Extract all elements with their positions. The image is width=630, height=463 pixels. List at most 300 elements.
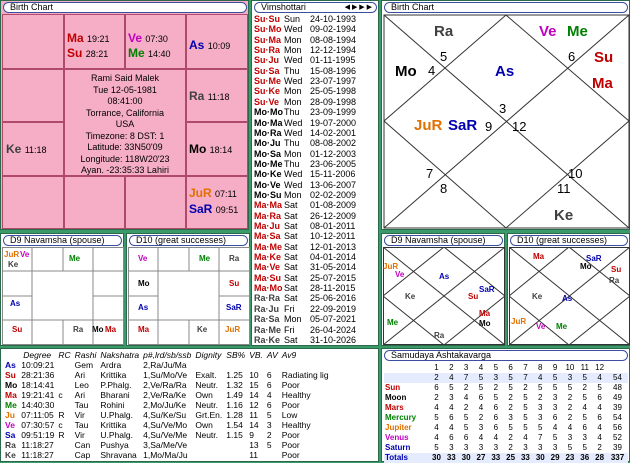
d10-panel bbox=[126, 233, 250, 346]
table-cell: Tau bbox=[74, 400, 89, 410]
table-cell: 18:14:41 bbox=[21, 380, 55, 390]
dasha-lords: Su·Ju bbox=[254, 55, 280, 66]
ashtak-cell: 3 bbox=[538, 443, 543, 452]
dasha-row[interactable] bbox=[254, 149, 372, 159]
table-cell: 13 bbox=[249, 440, 259, 450]
ashtak-cell: 3 bbox=[582, 433, 587, 442]
dasha-nav-arrows[interactable]: ◀ ▶ ▶ ▶ bbox=[344, 4, 372, 11]
table-cell bbox=[224, 450, 247, 460]
dasha-day: Sat bbox=[284, 200, 298, 211]
table-cell bbox=[56, 360, 72, 370]
house-number: 8 bbox=[440, 181, 448, 196]
north-mo: Mo bbox=[395, 63, 417, 80]
ashtak-cell: 2 bbox=[434, 373, 439, 382]
dasha-date: 10-12-2011 bbox=[310, 231, 356, 242]
table-cell: 10 bbox=[249, 370, 259, 380]
ashtak-cell: 4 bbox=[449, 423, 454, 432]
ashtak-cell: 4 bbox=[434, 403, 439, 412]
table-cell bbox=[247, 360, 265, 370]
table-cell: 11:18:27 bbox=[21, 440, 54, 450]
dasha-date: 13-06-2007 bbox=[310, 179, 357, 190]
house-cell[interactable] bbox=[2, 69, 64, 122]
dasha-row[interactable] bbox=[254, 86, 372, 96]
dasha-row[interactable] bbox=[254, 314, 372, 324]
table-cell bbox=[265, 360, 280, 370]
ashtak-cell: 23 bbox=[565, 453, 575, 462]
ashtak-cell: 5 bbox=[538, 423, 543, 432]
ashtak-cell: 4 bbox=[449, 403, 454, 412]
north-ve: Ve bbox=[539, 23, 557, 40]
dasha-row[interactable] bbox=[254, 221, 372, 231]
table-row[interactable] bbox=[3, 440, 331, 450]
table-cell bbox=[56, 370, 72, 380]
dasha-date: 04-01-2014 bbox=[310, 252, 357, 263]
d9n-su: Su bbox=[468, 292, 479, 301]
birth-details bbox=[65, 73, 185, 177]
dasha-row[interactable] bbox=[254, 252, 372, 262]
table-cell bbox=[193, 440, 224, 450]
vimshottari-title bbox=[254, 2, 377, 13]
dasha-lords: Ma·Ju bbox=[254, 221, 281, 231]
dasha-day: Fri bbox=[284, 303, 295, 314]
dasha-row[interactable] bbox=[254, 76, 372, 86]
ashtak-cell: 3 bbox=[567, 433, 573, 442]
d10n-su: Su bbox=[611, 265, 622, 274]
ashtak-cell: 30 bbox=[461, 453, 471, 462]
dasha-date: 23-06-2005 bbox=[310, 158, 357, 169]
table-cell: Pushya bbox=[100, 440, 129, 450]
ashtak-col-head: 11 bbox=[580, 363, 589, 372]
ashtak-cell: 4 bbox=[434, 433, 439, 442]
ashtak-cell: 3 bbox=[552, 403, 558, 412]
dasha-day: Wed bbox=[284, 55, 303, 66]
ashtak-body bbox=[384, 373, 628, 463]
table-cell: 9 bbox=[249, 430, 254, 440]
ashtak-cell: 5 bbox=[523, 393, 528, 402]
ashtak-cell: 5 bbox=[508, 423, 513, 432]
ashtak-cell: 2 bbox=[493, 383, 499, 392]
ashtak-col-head: 6 bbox=[508, 363, 513, 372]
planet-ra: Ra 11:18 bbox=[189, 89, 230, 103]
table-cell: 15 bbox=[249, 380, 259, 390]
table-cell: Low bbox=[281, 410, 298, 420]
dasha-date: 31-10-2026 bbox=[310, 334, 357, 345]
ashtak-cell: 39 bbox=[613, 403, 622, 412]
dasha-lords: Su·Ra bbox=[254, 45, 281, 56]
dasha-row[interactable] bbox=[254, 55, 372, 65]
ashtak-cell: 5 bbox=[597, 383, 602, 392]
d9-north-title: D9 Navamsha (spouse) bbox=[384, 235, 503, 246]
d10-me: Me bbox=[199, 254, 211, 263]
dasha-lords: Su·Me bbox=[254, 76, 281, 87]
ashtak-cell: 4 bbox=[463, 393, 469, 402]
ashtak-cell: 6 bbox=[449, 433, 454, 442]
dasha-row[interactable] bbox=[254, 190, 372, 200]
ashtak-cell: 4 bbox=[478, 433, 484, 442]
dasha-day: Sat bbox=[284, 231, 298, 242]
birth-date: Tue 12-05-1981 bbox=[93, 84, 157, 95]
ashtak-cell: 4 bbox=[582, 403, 587, 412]
dasha-day: Sat bbox=[284, 262, 298, 273]
d9-mo: Mo bbox=[92, 325, 104, 334]
table-cell: Leo bbox=[74, 380, 89, 390]
table-cell: Neutr. bbox=[195, 400, 219, 410]
ashtak-col-head: 3 bbox=[463, 363, 469, 372]
table-cell: Ari bbox=[74, 370, 86, 380]
dasha-lords: Ra·Ju bbox=[254, 303, 280, 314]
ashtak-cell: 5 bbox=[493, 393, 499, 402]
table-row[interactable] bbox=[3, 450, 331, 460]
d10-ma: Ma bbox=[138, 325, 150, 334]
dasha-day: Mon bbox=[284, 45, 302, 56]
ashtak-cell: 4 bbox=[567, 423, 573, 432]
ashtak-cell: 4 bbox=[552, 423, 558, 432]
dasha-lords: Su·Su bbox=[254, 14, 280, 24]
ashtak-col-head: 10 bbox=[565, 363, 575, 372]
table-cell: Healthy bbox=[281, 420, 311, 430]
north-ke: Ke bbox=[554, 207, 574, 224]
dasha-lords: Ma·Ra bbox=[254, 210, 282, 221]
table-row[interactable] bbox=[3, 410, 331, 420]
dasha-row[interactable] bbox=[254, 35, 372, 45]
table-cell: 5 bbox=[266, 440, 272, 450]
dasha-day: Sat bbox=[284, 293, 298, 304]
lagna-label bbox=[384, 373, 429, 383]
d10-north-panel bbox=[507, 233, 630, 346]
table-cell: 19:21:41 bbox=[21, 390, 55, 400]
dasha-lords: Mo·Ra bbox=[254, 127, 282, 138]
ashtak-row bbox=[384, 423, 628, 433]
dasha-lords: Su·Ve bbox=[254, 96, 280, 107]
d10n-as: As bbox=[562, 294, 573, 303]
dasha-date: 15-08-1996 bbox=[310, 65, 357, 76]
dasha-day: Mon bbox=[284, 189, 302, 200]
d10-ra: Ra bbox=[229, 254, 240, 263]
dasha-lords: Ma·Sa bbox=[254, 231, 281, 242]
d9n-mo: Mo bbox=[479, 319, 491, 328]
north-sar: SaR bbox=[448, 117, 478, 134]
ashtak-cell: 2 bbox=[508, 403, 513, 412]
dasha-row[interactable] bbox=[254, 325, 372, 335]
house-number: 10 bbox=[568, 166, 583, 181]
ashtak-cell: 54 bbox=[613, 413, 622, 422]
dasha-lords: Su·Mo bbox=[254, 24, 282, 35]
ashtak-cell: 2 bbox=[523, 383, 528, 392]
dasha-row[interactable] bbox=[254, 138, 372, 148]
dasha-row[interactable] bbox=[254, 169, 372, 179]
dasha-row[interactable] bbox=[254, 211, 372, 221]
birth-country: USA bbox=[115, 119, 135, 129]
col-degree: Degree bbox=[23, 350, 52, 360]
dasha-row[interactable] bbox=[254, 159, 372, 169]
dasha-date: 25-06-2016 bbox=[310, 293, 357, 304]
dasha-row[interactable] bbox=[254, 335, 372, 345]
ashtak-cell: 2 bbox=[508, 393, 513, 402]
d10-north-title: D10 (great successes) bbox=[510, 235, 628, 246]
ashtak-row bbox=[384, 373, 628, 383]
ashtak-cell: 27 bbox=[476, 453, 486, 462]
dasha-row[interactable] bbox=[254, 283, 372, 293]
d9-jur: JuR bbox=[4, 250, 20, 259]
table-cell: Can bbox=[74, 440, 91, 450]
dasha-row[interactable] bbox=[254, 200, 372, 210]
dasha-lords: Ma·Ma bbox=[254, 200, 283, 211]
ashtak-row-label: Jupiter bbox=[385, 423, 412, 432]
dasha-day: Wed bbox=[284, 127, 303, 138]
dasha-day: Wed bbox=[284, 179, 303, 190]
table-cell bbox=[56, 380, 72, 390]
dasha-row[interactable] bbox=[254, 293, 372, 303]
table-cell: 6 bbox=[266, 380, 272, 390]
planet-name: As bbox=[5, 360, 16, 370]
table-cell: 2 bbox=[266, 430, 272, 440]
table-cell: Poor bbox=[281, 400, 300, 410]
ashtak-cell: 6 bbox=[449, 413, 454, 422]
dasha-day: Thu bbox=[284, 158, 300, 169]
house-cell[interactable] bbox=[125, 176, 186, 229]
planet-mo: Mo 18:14 bbox=[189, 142, 233, 156]
table-header bbox=[3, 350, 331, 360]
dasha-date: 01-08-2009 bbox=[310, 200, 357, 211]
d10-title: D10 (great successes) bbox=[129, 235, 248, 246]
table-row[interactable] bbox=[3, 420, 331, 430]
table-cell bbox=[56, 400, 72, 410]
dasha-row[interactable] bbox=[254, 231, 372, 241]
ashtak-col-head: 1 bbox=[434, 363, 439, 372]
ashtak-cell: 3 bbox=[493, 443, 499, 452]
table-cell: R bbox=[58, 410, 65, 420]
table-cell: 1.28 bbox=[226, 410, 243, 420]
table-row[interactable] bbox=[3, 370, 331, 380]
table-cell: Krittika bbox=[100, 370, 127, 380]
dasha-date: 08-01-2011 bbox=[310, 221, 356, 231]
planet-ve: Ve 07:30 bbox=[128, 31, 168, 45]
north-su: Su bbox=[594, 49, 614, 66]
ashtak-col-head: 4 bbox=[478, 363, 484, 372]
ashtak-cell: 6 bbox=[597, 413, 602, 422]
dasha-lords: Ra·Ra bbox=[254, 293, 281, 304]
vimshottari-label: Vimshottari bbox=[261, 2, 306, 12]
table-cell: Krittika bbox=[100, 420, 127, 430]
table-cell: Cap bbox=[74, 450, 91, 460]
ashtak-cell: 7 bbox=[523, 373, 528, 382]
birth-chart-title: Birth Chart bbox=[3, 2, 247, 13]
ashtak-cell: 5 bbox=[478, 383, 484, 392]
ashtak-cell: 4 bbox=[523, 433, 528, 442]
birth-place: Torrance, California bbox=[85, 107, 165, 118]
ashtakavarga-panel bbox=[381, 348, 630, 462]
house-cell[interactable] bbox=[2, 14, 64, 69]
dasha-lords: Mo·Mo bbox=[254, 107, 283, 118]
house-cell[interactable] bbox=[64, 176, 125, 229]
d9n-jur: JuR bbox=[383, 262, 399, 271]
dasha-row[interactable] bbox=[254, 24, 372, 34]
table-cell: P.Phalg. bbox=[100, 380, 132, 390]
dasha-row[interactable] bbox=[254, 262, 372, 272]
table-cell: 1.16 bbox=[226, 400, 243, 410]
table-cell: Own bbox=[195, 420, 213, 430]
table-cell: 4,Su/Ve/Mo bbox=[143, 420, 188, 430]
table-cell: Poor bbox=[281, 450, 300, 460]
ashtak-cell: 2 bbox=[567, 403, 573, 412]
table-cell bbox=[265, 450, 280, 460]
table-cell: Gem bbox=[74, 360, 94, 370]
ashtak-cell: 54 bbox=[613, 373, 622, 382]
ashtak-cell: 25 bbox=[506, 453, 516, 462]
table-row[interactable] bbox=[3, 430, 331, 440]
d9n-ve: Ve bbox=[395, 270, 405, 279]
ashtak-cell: 48 bbox=[613, 383, 622, 392]
dasha-day: Sun bbox=[284, 14, 301, 24]
d9-as: As bbox=[10, 299, 21, 308]
ashtak-cell: 5 bbox=[552, 373, 558, 382]
dasha-row[interactable] bbox=[254, 107, 372, 117]
ashtak-total-head bbox=[607, 363, 628, 373]
dasha-row[interactable] bbox=[254, 128, 372, 138]
table-cell: Shravana bbox=[100, 450, 137, 460]
table-cell bbox=[224, 440, 247, 450]
planet-name: Su bbox=[5, 370, 16, 380]
d10n-ma: Ma bbox=[533, 252, 545, 261]
table-cell: 3 bbox=[266, 420, 272, 430]
table-cell: 3,Sa/Me/Ve bbox=[143, 440, 188, 450]
ashtak-cell: 29 bbox=[550, 453, 560, 462]
dasha-row[interactable] bbox=[254, 14, 372, 24]
table-row[interactable] bbox=[3, 390, 331, 400]
ashtak-cell: 2 bbox=[463, 403, 469, 412]
col-lords: p#,lrd/sb/ssb bbox=[143, 350, 192, 360]
table-cell: Poor bbox=[281, 440, 300, 450]
table-cell: 07:30:57 bbox=[21, 420, 55, 430]
d10n-mo: Mo bbox=[580, 262, 592, 271]
dasha-row[interactable] bbox=[254, 273, 372, 283]
ashtak-cell: 3 bbox=[508, 413, 513, 422]
dasha-date: 01-11-1995 bbox=[310, 55, 356, 66]
birth-chart-panel bbox=[0, 0, 249, 230]
table-row[interactable] bbox=[3, 380, 331, 390]
d9-ve: Ve bbox=[20, 250, 30, 259]
table-cell: 4 bbox=[266, 390, 272, 400]
ashtak-cell: 2 bbox=[567, 393, 573, 402]
longitude: Longitude: 118W20'23 bbox=[80, 153, 170, 164]
planet-name: Ke bbox=[5, 450, 16, 460]
dasha-day: Mon bbox=[284, 86, 302, 97]
dasha-row[interactable] bbox=[254, 66, 372, 76]
dasha-lords: Ma·Su bbox=[254, 272, 281, 283]
ayanamsa: Ayan. -23:35:33 Lahiri bbox=[81, 165, 169, 175]
table-cell: 12 bbox=[249, 400, 259, 410]
ashtak-cell: 5 bbox=[478, 373, 484, 382]
planet-table bbox=[3, 350, 331, 460]
ashtak-row-label: Totals bbox=[385, 453, 408, 462]
table-cell: U.Phalg. bbox=[100, 410, 133, 420]
dasha-day: Wed bbox=[284, 117, 303, 128]
table-cell bbox=[193, 360, 224, 370]
d9-panel bbox=[0, 233, 124, 346]
dasha-date: 25-05-1998 bbox=[310, 86, 357, 97]
ashtak-row-label: Moon bbox=[385, 393, 407, 402]
ashtak-cell: 3 bbox=[478, 443, 484, 452]
ashtak-col-head: 7 bbox=[523, 363, 528, 372]
d10n-sar: SaR bbox=[586, 254, 602, 263]
dasha-lords: Ra·Me bbox=[254, 324, 282, 335]
dasha-day: Fri bbox=[284, 324, 295, 335]
ashtak-cell: 2 bbox=[508, 443, 513, 452]
ashtak-cell: 5 bbox=[523, 413, 528, 422]
planet-jur: JuR 07:11 bbox=[189, 186, 237, 200]
table-cell: 1.25 bbox=[226, 370, 243, 380]
table-cell: Rohini bbox=[100, 400, 125, 410]
dasha-row[interactable] bbox=[254, 118, 372, 128]
d10n-ve: Ve bbox=[536, 322, 546, 331]
table-cell: 1.32 bbox=[226, 380, 243, 390]
ashtak-cell: 2 bbox=[463, 383, 469, 392]
d9-su: Su bbox=[12, 325, 23, 334]
dasha-day: Mon bbox=[284, 148, 302, 159]
dasha-date: 14-02-2001 bbox=[310, 127, 357, 138]
dasha-date: 01-12-2003 bbox=[310, 148, 357, 159]
table-row[interactable] bbox=[3, 400, 331, 410]
dasha-day: Sat bbox=[284, 241, 298, 252]
dasha-row[interactable] bbox=[254, 180, 372, 190]
dasha-row[interactable] bbox=[254, 45, 372, 55]
dasha-date: 25-07-2015 bbox=[310, 272, 357, 283]
table-cell: Exalt. bbox=[195, 370, 217, 380]
ashtak-row bbox=[384, 403, 628, 413]
dasha-date: 05-07-2021 bbox=[310, 314, 357, 325]
dasha-row[interactable] bbox=[254, 97, 372, 107]
ashtak-row bbox=[384, 443, 628, 453]
d10n-jur: JuR bbox=[511, 317, 527, 326]
ashtak-cell: 6 bbox=[582, 423, 587, 432]
house-number: 6 bbox=[568, 49, 576, 64]
table-cell: Own bbox=[195, 390, 213, 400]
table-cell: 5 bbox=[266, 410, 272, 420]
house-number: 7 bbox=[426, 166, 434, 181]
dasha-lords: Ra·Sa bbox=[254, 314, 280, 325]
ashtak-col-head: 9 bbox=[552, 363, 558, 372]
table-cell: 1.49 bbox=[226, 390, 243, 400]
dasha-row[interactable] bbox=[254, 304, 372, 314]
ashtak-cell: 33 bbox=[520, 453, 530, 462]
ashtak-cell: 5 bbox=[582, 393, 587, 402]
table-cell: U.Phalg. bbox=[100, 430, 133, 440]
dasha-lords: Ma·Mo bbox=[254, 283, 283, 294]
dasha-row[interactable] bbox=[254, 242, 372, 252]
ashtak-cell: 4 bbox=[597, 433, 602, 442]
ashtak-cell: 5 bbox=[434, 443, 439, 452]
ashtak-cell: 5 bbox=[567, 443, 573, 452]
ashtak-row-label: Mars bbox=[385, 403, 404, 412]
ashtak-cell: 4 bbox=[478, 403, 484, 412]
house-cell[interactable] bbox=[2, 176, 64, 229]
d10-sar: SaR bbox=[226, 303, 242, 312]
ashtak-cell: 5 bbox=[567, 383, 573, 392]
d9-title: D9 Navamsha (spouse) bbox=[3, 235, 122, 246]
dasha-lords: Mo·Me bbox=[254, 158, 283, 169]
ashtak-cell: 5 bbox=[552, 383, 558, 392]
planet-ke: Ke 11:18 bbox=[6, 142, 47, 156]
planet-name: Ve bbox=[5, 420, 15, 430]
dasha-day: Mon bbox=[284, 96, 302, 107]
house-number: 12 bbox=[512, 119, 527, 134]
ashtak-cell: 3 bbox=[493, 373, 499, 382]
dasha-date: 24-10-1993 bbox=[310, 14, 357, 24]
table-cell: Vir bbox=[74, 410, 85, 420]
table-row[interactable] bbox=[3, 360, 331, 370]
planet-name: Ma bbox=[5, 390, 17, 400]
house-number: 5 bbox=[440, 49, 448, 64]
